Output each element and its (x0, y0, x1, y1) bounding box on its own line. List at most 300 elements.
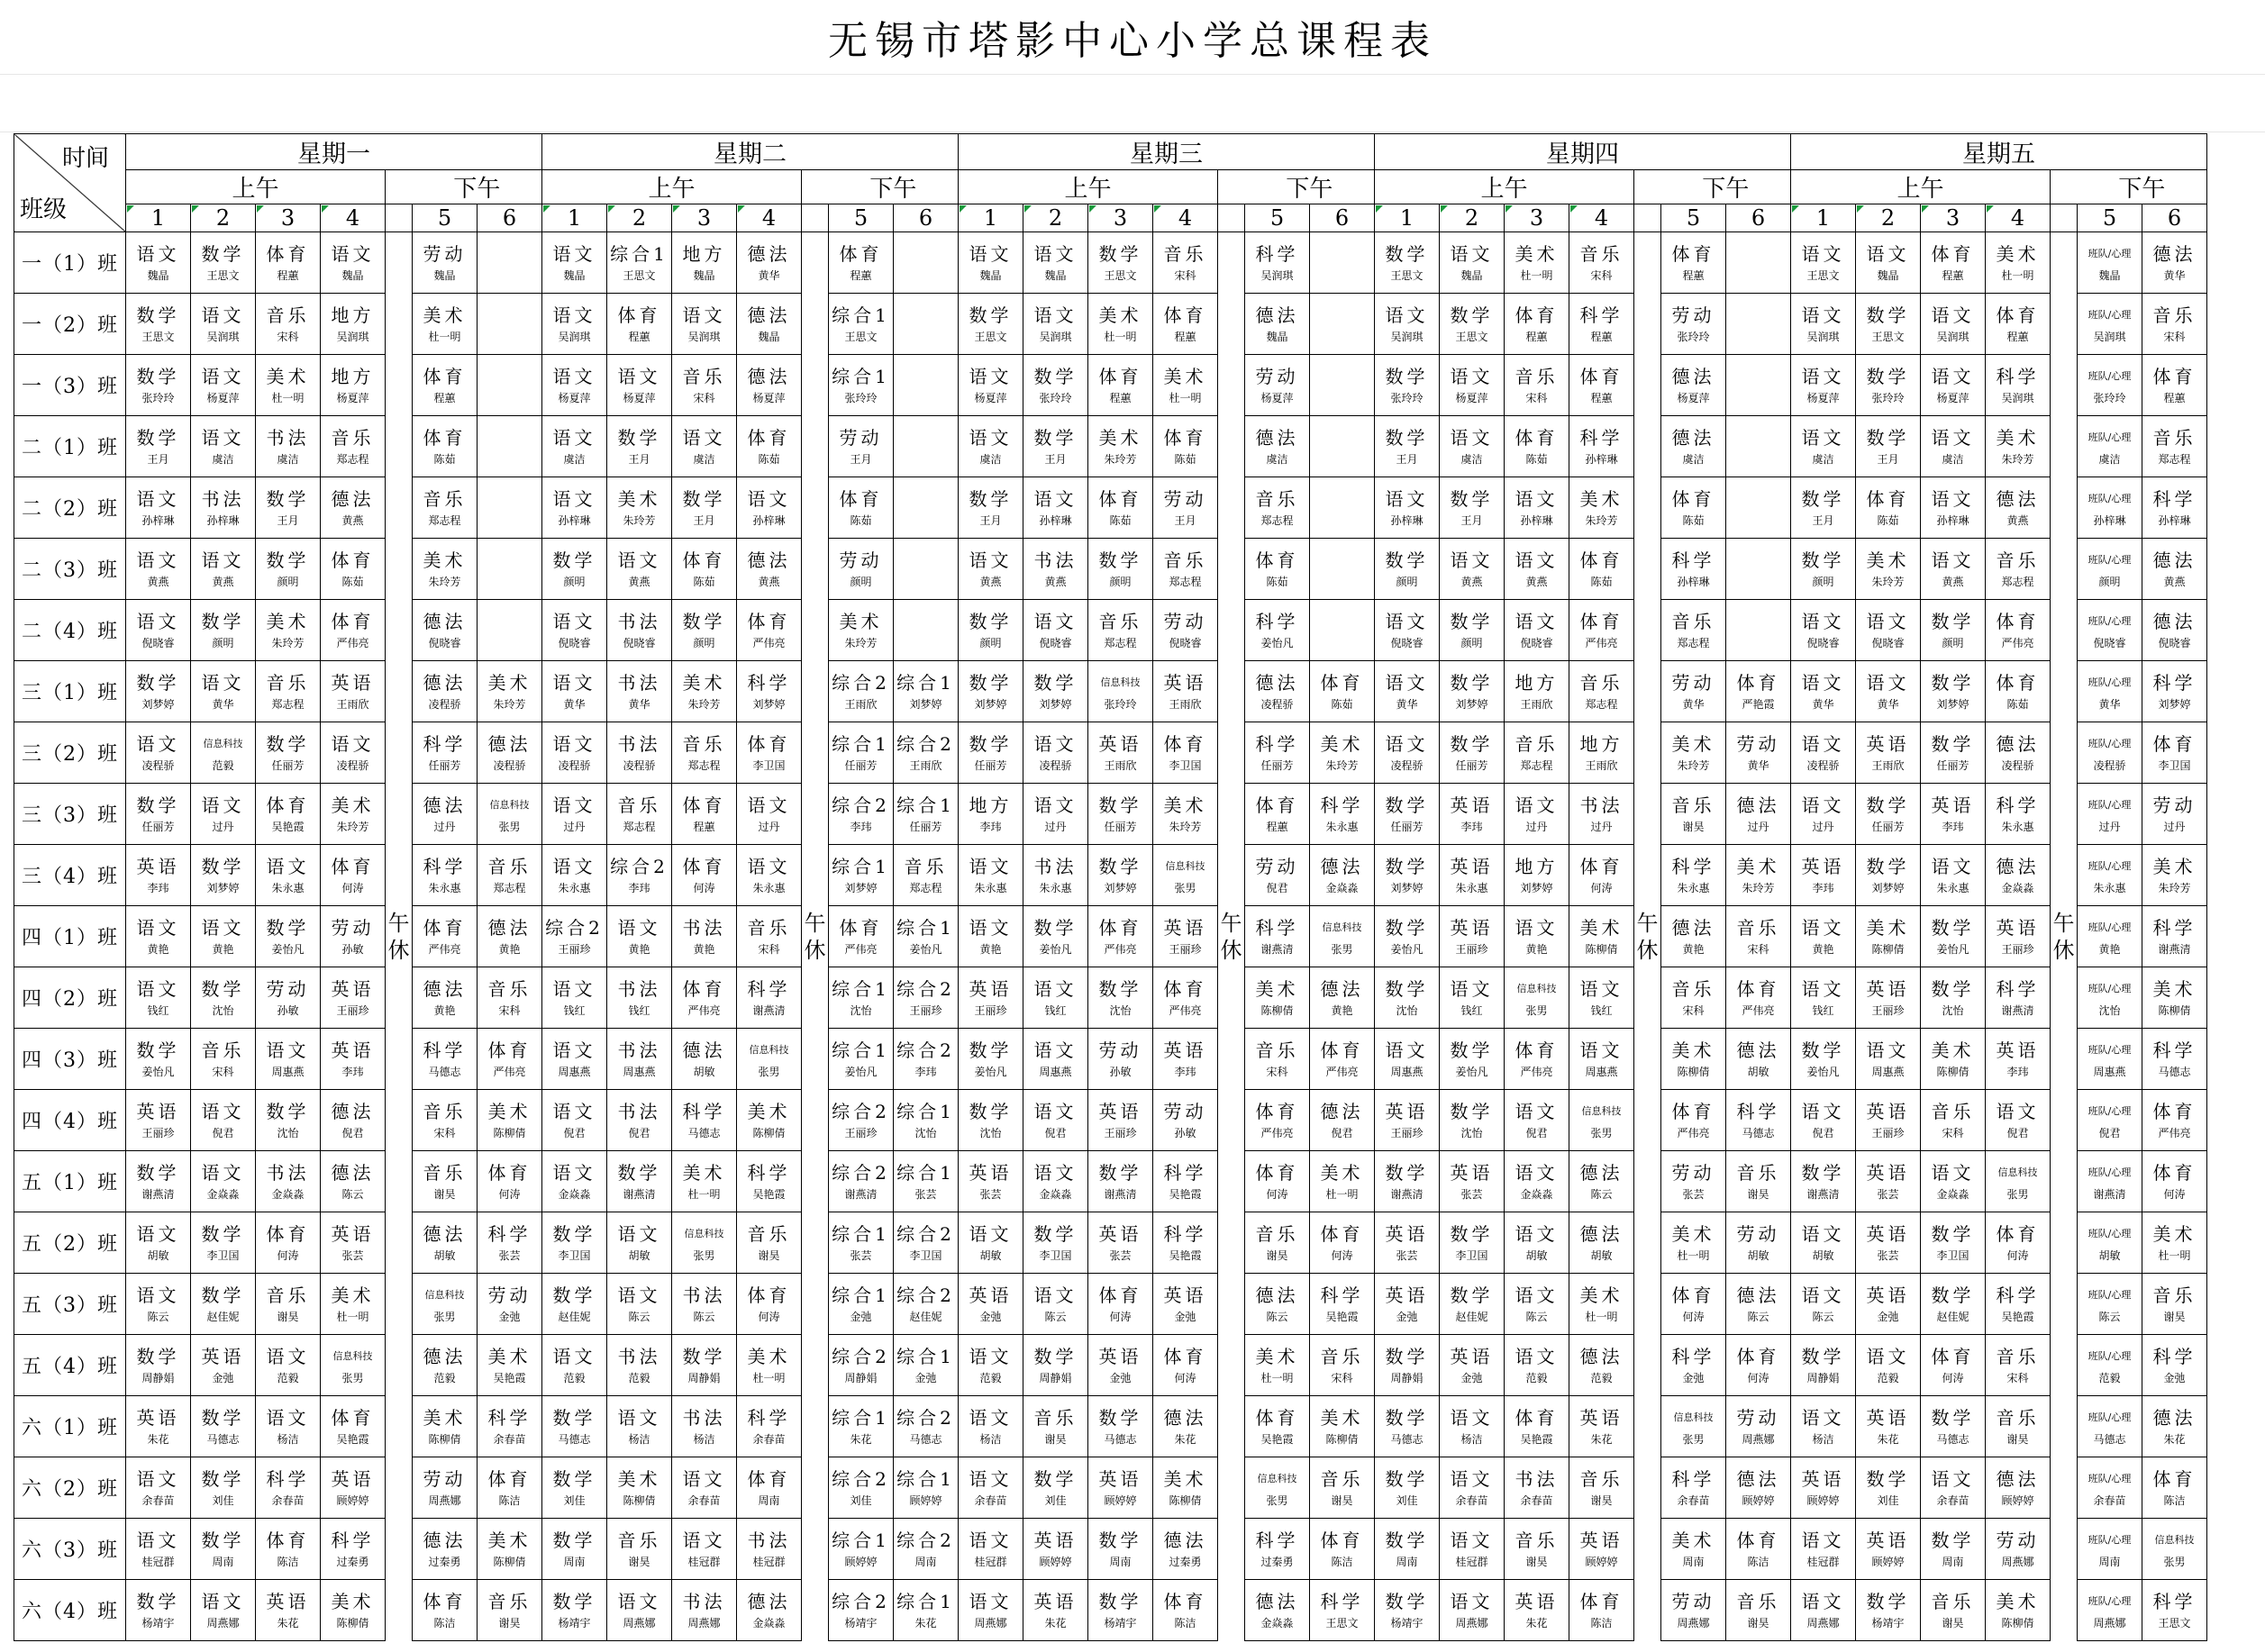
subject-name: 语文 (1450, 1529, 1494, 1551)
lesson-cell (478, 1090, 542, 1151)
lesson-cell (959, 967, 1023, 1029)
teacher-name: 杨靖宇 (558, 1616, 591, 1629)
teacher-name: 倪君 (2098, 1126, 2121, 1139)
subject-name: 劳动 (2152, 794, 2197, 816)
subject-name: 语文 (1515, 487, 1559, 510)
lesson-cell (1505, 1335, 1569, 1396)
class-label: 二（4）班 (14, 600, 126, 661)
lesson-cell (829, 539, 894, 600)
gap-cell (1634, 204, 1661, 232)
teacher-name: 杨靖宇 (1390, 1616, 1424, 1629)
subject-name: 德法 (1255, 304, 1299, 326)
subject-name: 语文 (201, 426, 245, 449)
teacher-name: 刘梦婷 (1455, 697, 1488, 711)
teacher-name: 过秦勇 (1260, 1555, 1294, 1568)
lesson-cell (478, 1335, 542, 1396)
lesson-cell (2078, 232, 2142, 294)
lesson-cell (2142, 539, 2207, 600)
lesson-cell (191, 1151, 256, 1212)
teacher-name: 陈茹 (1590, 575, 1613, 588)
lesson-cell (829, 355, 894, 416)
subject-name: 体育 (747, 1284, 791, 1306)
subject-name: 体育 (1320, 1529, 1364, 1551)
lesson-cell (1088, 1396, 1153, 1457)
comment-marker (673, 205, 680, 213)
lesson-cell (478, 1580, 542, 1641)
lesson-cell (607, 722, 672, 784)
teacher-name: 倪君 (341, 1126, 364, 1139)
teacher-name: 吴润琪 (687, 330, 721, 343)
lesson-cell (1375, 355, 1440, 416)
teacher-name: 王月 (628, 452, 650, 466)
subject-name: 数学 (1450, 1284, 1494, 1306)
teacher-name: 朱玲芳 (623, 513, 656, 527)
teacher-name: 李卫国 (752, 758, 786, 772)
teacher-name: 虞洁 (2098, 452, 2121, 466)
comment-marker (738, 205, 745, 213)
subject-name: 英语 (1579, 1529, 1624, 1551)
subject-name: 美术 (423, 1406, 467, 1429)
subject-name: 数学 (1801, 549, 1845, 571)
teacher-name: 颜明 (212, 636, 234, 649)
lesson-cell (607, 477, 672, 539)
subject-name: 科学 (487, 1222, 532, 1245)
teacher-name: 程蕙 (2006, 330, 2029, 343)
subject-name: 体育 (423, 916, 467, 939)
lesson-cell (1569, 1335, 1634, 1396)
teacher-name: 任丽芳 (1390, 820, 1424, 833)
lesson-cell (1023, 722, 1088, 784)
class-label: 五（2）班 (14, 1212, 126, 1274)
gap-cell (2051, 204, 2078, 232)
lesson-cell (1310, 1212, 1375, 1274)
lesson-cell (126, 845, 191, 906)
subject-name: 数学 (1385, 977, 1429, 1000)
subject-name: 体育 (266, 242, 310, 265)
teacher-name: 严伟亮 (1585, 636, 1618, 649)
lesson-cell (672, 1212, 737, 1274)
subject-name: 语文 (1515, 1345, 1559, 1367)
subject-name: 数学 (617, 1161, 661, 1184)
teacher-name: 钱红 (1590, 1003, 1613, 1017)
lesson-cell (1505, 906, 1569, 967)
teacher-name: 周燕娜 (687, 1616, 721, 1629)
subject-name: 英语 (266, 1590, 310, 1612)
teacher-name: 朱玲芳 (271, 636, 305, 649)
lesson-cell (1569, 294, 1634, 355)
subject-name: 语文 (1450, 1406, 1494, 1429)
subject-name: 书法 (1515, 1467, 1559, 1490)
subject-name: 语文 (1801, 304, 1845, 326)
teacher-name: 周南 (1682, 1555, 1705, 1568)
subject-name: 音乐 (266, 1284, 310, 1306)
teacher-name: 刘梦婷 (1104, 881, 1137, 894)
teacher-name: 王丽珍 (1871, 1003, 1905, 1017)
subject-name: 综合2 (832, 671, 890, 694)
lesson-cell (737, 661, 802, 722)
lesson-cell (191, 1519, 256, 1580)
lesson-cell (321, 355, 386, 416)
lesson-cell (2078, 1396, 2142, 1457)
teacher-name: 朱玲芳 (1677, 758, 1710, 772)
teacher-name: 钱红 (628, 1003, 650, 1017)
subject-name: 数学 (1385, 794, 1429, 816)
lesson-cell (829, 1090, 894, 1151)
period-number: 5 (413, 204, 478, 232)
lesson-cell (1375, 539, 1440, 600)
lesson-cell (607, 232, 672, 294)
lesson-cell (894, 294, 959, 355)
subject-name: 语文 (1931, 426, 1975, 449)
teacher-name: 朱永惠 (752, 881, 786, 894)
teacher-name: 杨洁 (1460, 1432, 1483, 1446)
lesson-cell (321, 1335, 386, 1396)
teacher-name: 周惠燕 (1390, 1065, 1424, 1078)
lesson-cell (413, 600, 478, 661)
teacher-name: 金焱淼 (752, 1616, 786, 1629)
teacher-name: 朱玲芳 (844, 636, 878, 649)
subject-name: 美术 (1671, 732, 1715, 755)
teacher-name: 朱永惠 (1039, 881, 1072, 894)
lesson-cell (413, 1580, 478, 1641)
lesson-cell (2142, 232, 2207, 294)
teacher-name: 谢昊 (1044, 1432, 1067, 1446)
subject-name: 美术 (1320, 732, 1364, 755)
subject-name: 语文 (1515, 1222, 1559, 1245)
subject-name: 数学 (1033, 1222, 1078, 1245)
subject-name: 综合2 (832, 1345, 890, 1367)
lesson-cell (1245, 539, 1310, 600)
subject-name: 语文 (1385, 671, 1429, 694)
teacher-name: 凌程骄 (558, 758, 591, 772)
lesson-cell (672, 294, 737, 355)
lesson-cell (413, 906, 478, 967)
teacher-name: 王丽珍 (1104, 1126, 1137, 1139)
lesson-cell (607, 1151, 672, 1212)
teacher-name: 张芸 (850, 1248, 872, 1262)
teacher-name: 马德志 (1742, 1126, 1775, 1139)
teacher-name: 杨夏萍 (1806, 391, 1840, 404)
subject-name: 德法 (423, 1345, 467, 1367)
lesson-cell (321, 784, 386, 845)
teacher-name: 周惠燕 (558, 1065, 591, 1078)
lesson-cell (478, 967, 542, 1029)
lesson-cell (1310, 1580, 1375, 1641)
teacher-name: 陈洁 (1590, 1616, 1613, 1629)
subject-name: 音乐 (1931, 1100, 1975, 1122)
class-label: 四（3）班 (14, 1029, 126, 1090)
subject-name: 综合2 (896, 1039, 955, 1061)
day-header-4: 星期四 (1375, 134, 1791, 170)
lesson-cell (1245, 294, 1310, 355)
subject-name: 体育 (1931, 242, 1975, 265)
header-diagonal-cell (14, 134, 126, 232)
teacher-name: 陈茹 (433, 452, 456, 466)
lesson-cell (607, 1090, 672, 1151)
teacher-name: 金焱淼 (206, 1187, 240, 1201)
subject-name: 体育 (1098, 365, 1142, 387)
period-number: 2 (607, 204, 672, 232)
teacher-name: 沈怡 (979, 1126, 1002, 1139)
lesson-cell (191, 906, 256, 967)
teacher-name: 过丹 (1590, 820, 1613, 833)
lesson-cell (607, 416, 672, 477)
lesson-cell (1856, 355, 1921, 416)
teacher-name: 朱永惠 (2093, 881, 2126, 894)
teacher-name: 杨靖宇 (1871, 1616, 1905, 1629)
subject-name: 体育 (1515, 304, 1559, 326)
lesson-cell (1661, 906, 1726, 967)
lesson-cell (829, 1519, 894, 1580)
lesson-cell (256, 1457, 321, 1519)
lesson-cell (737, 845, 802, 906)
teacher-name: 周燕娜 (2001, 1555, 2034, 1568)
subject-name: 书法 (682, 916, 726, 939)
lesson-cell (2142, 784, 2207, 845)
subject-name: 数学 (1866, 365, 1910, 387)
lesson-cell (256, 845, 321, 906)
lesson-cell (1921, 784, 1986, 845)
lesson-cell (413, 722, 478, 784)
teacher-name: 谢燕清 (2001, 1003, 2034, 1017)
subject-name: 体育 (1255, 549, 1299, 571)
lesson-cell (1856, 600, 1921, 661)
lesson-cell (1023, 539, 1088, 600)
lesson-cell (2142, 1090, 2207, 1151)
subject-name: 语文 (1385, 1039, 1429, 1061)
table-row (14, 539, 2207, 600)
teacher-name: 金弛 (1396, 1310, 1418, 1323)
teacher-name: 周南 (1942, 1555, 1964, 1568)
lesson-cell (959, 722, 1023, 784)
subject-name: 语文 (1931, 855, 1975, 877)
lesson-cell (829, 784, 894, 845)
class-label: 五（3）班 (14, 1274, 126, 1335)
lesson-cell (1986, 294, 2051, 355)
lesson-cell (1310, 600, 1375, 661)
teacher-name: 何涛 (498, 1187, 521, 1201)
teacher-name: 过秦勇 (428, 1555, 461, 1568)
teacher-name: 余春苗 (1455, 1493, 1488, 1507)
subject-name: 数学 (552, 1406, 596, 1429)
subject-name: 科学 (1671, 1345, 1715, 1367)
lesson-cell (191, 294, 256, 355)
subject-name: 体育 (1163, 304, 1207, 326)
lesson-cell (959, 416, 1023, 477)
subject-name: 语文 (747, 855, 791, 877)
lesson-cell (2142, 845, 2207, 906)
teacher-name: 余春苗 (752, 1432, 786, 1446)
subject-name: 综合2 (896, 977, 955, 1000)
subject-name: 音乐 (1320, 1467, 1364, 1490)
teacher-name: 周燕娜 (1742, 1432, 1775, 1446)
subject-name: 班队/心理 (2088, 369, 2132, 382)
lesson-cell (1245, 416, 1310, 477)
lesson-cell (478, 784, 542, 845)
subject-name: 语文 (1866, 1345, 1910, 1367)
teacher-name: 程蕙 (1942, 268, 1964, 282)
lesson-cell (2078, 906, 2142, 967)
lesson-cell (1023, 1274, 1088, 1335)
teacher-name: 郑志程 (909, 881, 942, 894)
subject-name: 美术 (747, 1345, 791, 1367)
day-header-3: 星期三 (959, 134, 1375, 170)
subject-name: 音乐 (1579, 1467, 1624, 1490)
lesson-cell (1505, 1029, 1569, 1090)
lesson-cell (1791, 355, 1856, 416)
subject-name: 语文 (136, 1222, 180, 1245)
lesson-cell (321, 967, 386, 1029)
subject-name: 英语 (1098, 732, 1142, 755)
subject-name: 地方 (969, 794, 1013, 816)
lesson-cell (894, 1274, 959, 1335)
lesson-cell (607, 906, 672, 967)
subject-name: 音乐 (682, 365, 726, 387)
subject-name: 劳动 (487, 1284, 532, 1306)
teacher-name: 倪晓睿 (1520, 636, 1553, 649)
lesson-cell (1921, 1151, 1986, 1212)
teacher-name: 陈茹 (1331, 697, 1353, 711)
class-label: 二（1）班 (14, 416, 126, 477)
teacher-name: 魏晶 (563, 268, 586, 282)
lesson-cell (1245, 661, 1310, 722)
subject-name: 书法 (617, 1100, 661, 1122)
teacher-name: 宋科 (758, 942, 780, 956)
lesson-cell (191, 1274, 256, 1335)
subject-name: 数学 (1385, 855, 1429, 877)
teacher-name: 胡敏 (628, 1248, 650, 1262)
teacher-name: 沈怡 (277, 1126, 299, 1139)
teacher-name: 孙梓琳 (752, 513, 786, 527)
lesson-cell (1856, 1212, 1921, 1274)
subject-name: 语文 (552, 1345, 596, 1367)
lesson-cell (672, 845, 737, 906)
teacher-name: 孙梓琳 (1677, 575, 1710, 588)
lesson-cell (478, 845, 542, 906)
lesson-cell (1726, 906, 1791, 967)
lesson-cell (478, 1457, 542, 1519)
teacher-name: 陈柳倩 (336, 1616, 369, 1629)
subject-name: 语文 (1801, 1100, 1845, 1122)
lesson-cell (1375, 1396, 1440, 1457)
teacher-name: 过丹 (563, 820, 586, 833)
teacher-name: 颜明 (2098, 575, 2121, 588)
subject-name: 书法 (682, 1284, 726, 1306)
teacher-name: 周南 (914, 1555, 937, 1568)
comment-marker (1857, 205, 1864, 213)
lesson-cell (829, 722, 894, 784)
subject-name: 语文 (136, 916, 180, 939)
lesson-cell (1986, 1090, 2051, 1151)
subject-name: 语文 (552, 794, 596, 816)
teacher-name: 颜明 (277, 575, 299, 588)
teacher-name: 何涛 (1266, 1187, 1288, 1201)
teacher-name: 张玲玲 (141, 391, 175, 404)
teacher-name: 谢燕清 (2093, 1187, 2126, 1201)
teacher-name: 赵佳妮 (909, 1310, 942, 1323)
teacher-name: 胡敏 (433, 1248, 456, 1262)
teacher-name: 黄华 (1682, 697, 1705, 711)
teacher-name: 虞洁 (979, 452, 1002, 466)
subject-name: 劳动 (1255, 855, 1299, 877)
subject-name: 综合2 (832, 1590, 890, 1612)
subject-name: 语文 (266, 1345, 310, 1367)
comment-marker (960, 205, 967, 213)
subject-name: 体育 (1579, 855, 1624, 877)
subject-name: 美术 (2152, 1222, 2197, 1245)
noon-break-label: 午休 (1220, 910, 1242, 963)
teacher-name: 范毅 (212, 758, 234, 772)
teacher-name: 杨夏萍 (206, 391, 240, 404)
teacher-name: 严伟亮 (1260, 1126, 1294, 1139)
subject-name: 体育 (266, 794, 310, 816)
teacher-name: 朱玲芳 (687, 697, 721, 711)
subject-name: 数学 (266, 549, 310, 571)
teacher-name: 凌程骄 (336, 758, 369, 772)
subject-name: 德法 (1996, 1467, 2040, 1490)
teacher-name: 陈云 (147, 1310, 169, 1323)
period-number: 5 (1661, 204, 1726, 232)
subject-name: 英语 (1163, 1039, 1207, 1061)
noon-break-cell (802, 232, 829, 1641)
lesson-cell (959, 845, 1023, 906)
teacher-name: 周南 (563, 1555, 586, 1568)
teacher-name: 周南 (2098, 1555, 2121, 1568)
lesson-cell (1310, 539, 1375, 600)
subject-name: 数学 (201, 1467, 245, 1490)
subject-name: 音乐 (1515, 732, 1559, 755)
lesson-cell (607, 1029, 672, 1090)
lesson-cell (829, 1274, 894, 1335)
teacher-name: 李卫国 (1455, 1248, 1488, 1262)
lesson-cell (1088, 1457, 1153, 1519)
teacher-name: 王思文 (141, 330, 175, 343)
teacher-name: 王思文 (1455, 330, 1488, 343)
lesson-cell (1088, 539, 1153, 600)
teacher-name: 钱红 (563, 1003, 586, 1017)
lesson-cell (1661, 477, 1726, 539)
subject-name: 信息科技 (424, 1288, 465, 1301)
class-label: 六（4）班 (14, 1580, 126, 1641)
table-row (14, 1274, 2207, 1335)
subject-name: 语文 (266, 1039, 310, 1061)
teacher-name: 黄艳 (498, 942, 521, 956)
teacher-name: 杨夏萍 (336, 391, 369, 404)
lesson-cell (1921, 1519, 1986, 1580)
subject-name: 语文 (201, 549, 245, 571)
subject-name: 科学 (1671, 549, 1715, 571)
subject-name: 德法 (487, 732, 532, 755)
lesson-cell (191, 1212, 256, 1274)
lesson-cell (1921, 1457, 1986, 1519)
teacher-name: 魏晶 (1460, 268, 1483, 282)
subject-name: 科学 (747, 1406, 791, 1429)
subject-name: 书法 (1579, 794, 1624, 816)
lesson-cell (1856, 722, 1921, 784)
subject-name: 德法 (1255, 1284, 1299, 1306)
subject-name: 数学 (1866, 794, 1910, 816)
noon-break-label: 午休 (387, 910, 410, 963)
lesson-cell (542, 1274, 607, 1335)
lesson-cell (1375, 1151, 1440, 1212)
teacher-name: 陈洁 (1174, 1616, 1196, 1629)
teacher-name: 张男 (693, 1248, 715, 1262)
teacher-name: 李玮 (1812, 881, 1834, 894)
subject-name: 科学 (2152, 671, 2197, 694)
lesson-cell (1088, 294, 1153, 355)
subject-name: 数学 (682, 610, 726, 632)
lesson-cell (894, 1151, 959, 1212)
